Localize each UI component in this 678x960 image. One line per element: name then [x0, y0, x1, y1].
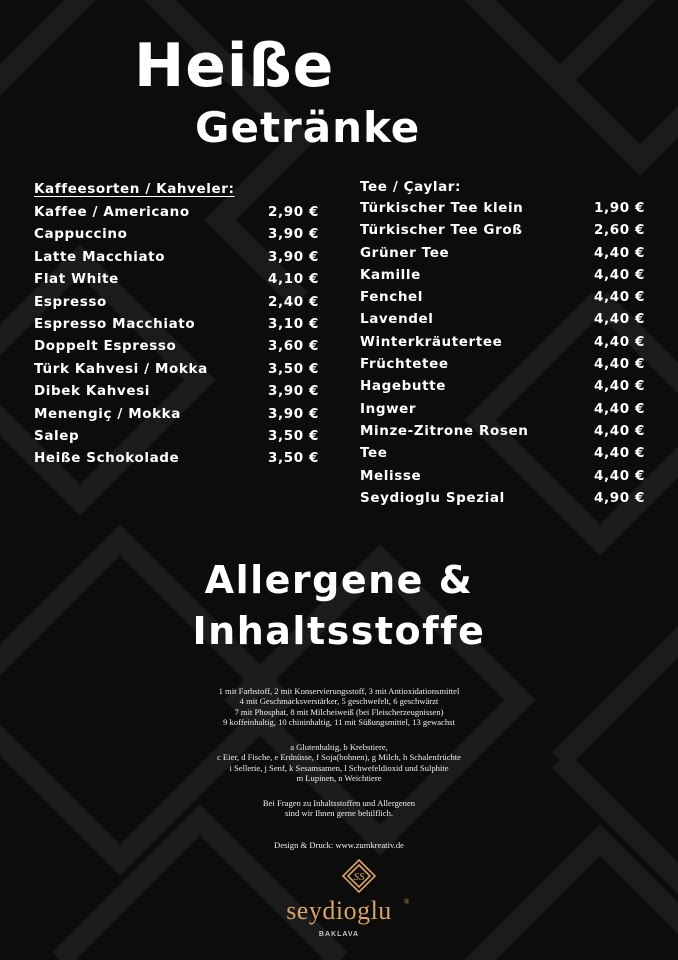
questions-line: Bei Fragen zu Inhaltsstoffen und Allergenen	[262, 798, 416, 808]
allergen-title-line-2: Inhaltsstoffe	[192, 609, 486, 653]
item-name: Fenchel	[360, 289, 424, 306]
item-price: 3,50 €	[267, 450, 319, 467]
menu-item	[34, 358, 320, 380]
item-name: Ingwer	[360, 400, 417, 417]
brand-logo-icon	[341, 858, 377, 894]
item-name: Flat White	[34, 271, 119, 288]
item-price: 4,10 €	[267, 271, 319, 288]
additives-line: 7 mit Phosphat, 8 mit Milcheiweiß (bei Fleischerzeugnissen)	[234, 706, 444, 717]
item-price: 2,60 €	[593, 222, 645, 239]
design-credit	[0, 840, 678, 850]
menu-item	[34, 313, 320, 335]
item-price: 3,90 €	[267, 226, 319, 243]
item-price: 3,90 €	[267, 248, 319, 265]
item-price: 3,90 €	[267, 405, 319, 422]
item-name: Türkischer Tee klein	[360, 200, 524, 216]
item-price: 3,50 €	[267, 427, 319, 444]
allergen-line: c Eier, d Fische, e Erdnüsse, f Soja(bohnen), g Milch, h Schalenfrüchte	[216, 752, 462, 763]
menu-item	[360, 420, 646, 442]
item-price: 4,40 €	[593, 422, 645, 439]
item-name: Lavendel	[360, 311, 434, 328]
menu-item	[34, 425, 320, 447]
item-name: Menengiç / Mokka	[34, 405, 181, 422]
item-price: 2,90 €	[267, 204, 319, 220]
item-name: Seydioglu Spezial	[360, 489, 505, 506]
item-price: 4,40 €	[593, 356, 645, 373]
tea-list	[360, 197, 646, 509]
menu-item	[34, 268, 320, 290]
coffee-list	[34, 201, 320, 470]
item-name: Salep	[34, 427, 80, 444]
item-name: Espresso	[34, 293, 107, 310]
item-name: Türk Kahvesi / Mokka	[34, 360, 208, 377]
menu-item	[34, 447, 320, 469]
menu-item	[360, 286, 646, 308]
item-name: Doppelt Espresso	[34, 338, 177, 355]
page-title-line-1: Heiße	[134, 31, 335, 101]
svg-text:SS: SS	[353, 871, 365, 883]
menu-item	[34, 335, 320, 357]
allergen-title-line-1: Allergene &	[204, 558, 474, 602]
menu-item	[360, 331, 646, 353]
menu-item	[360, 398, 646, 420]
item-name: Türkischer Tee Groß	[360, 222, 523, 239]
brand-name: seydioglu	[286, 896, 392, 925]
item-price: 4,40 €	[593, 467, 645, 484]
menu-item	[34, 380, 320, 402]
item-name: Cappuccino	[34, 226, 128, 243]
item-name: Tee	[360, 445, 388, 462]
item-name: Hagebutte	[360, 378, 446, 395]
page-title-line-2: Getränke	[195, 103, 421, 152]
menu-item	[360, 308, 646, 330]
menu-item	[360, 442, 646, 464]
item-price: 4,40 €	[593, 333, 645, 350]
tea-section	[360, 177, 646, 509]
item-price: 3,50 €	[267, 360, 319, 377]
credit-text: Design & Druck: www.zumkreativ.de	[274, 840, 404, 850]
item-name: Kamille	[360, 266, 421, 283]
item-price: 2,40 €	[267, 293, 319, 310]
coffee-heading: Kaffeesorten / Kahveler:	[34, 181, 235, 197]
item-price: 4,40 €	[593, 289, 645, 306]
menu-item	[360, 375, 646, 397]
coffee-section	[34, 177, 320, 470]
menu-item	[360, 353, 646, 375]
allergen-line: m Lupinen, n Weichtiere	[296, 773, 382, 784]
additives-line: 1 mit Farbstoff, 2 mit Konservierungsstoff, 3 mit Antioxidationsmittel	[218, 686, 460, 696]
item-name: Melisse	[360, 467, 422, 484]
additives-line: 9 koffeinhaltig, 10 chininhaltig, 11 mit Süßungsmittel, 13 gewachst	[223, 717, 455, 728]
brand-subtitle: BAKLAVA	[318, 931, 360, 938]
item-name: Latte Macchiato	[34, 248, 166, 265]
menu-item	[360, 487, 646, 509]
item-price: 4,40 €	[593, 400, 645, 417]
item-name: Grüner Tee	[360, 244, 450, 261]
item-price: 4,90 €	[593, 489, 645, 506]
item-name: Heiße Schokolade	[34, 450, 180, 467]
item-name: Kaffee / Americano	[34, 204, 190, 220]
tea-heading: Tee / Çaylar:	[360, 179, 462, 195]
item-name: Dibek Kahvesi	[34, 383, 150, 400]
item-price: 4,40 €	[593, 311, 645, 328]
additives-line: 4 mit Geschmacksverstärker, 5 geschwefelt, 6 geschwärzt	[239, 696, 439, 707]
item-name: Espresso Macchiato	[34, 315, 196, 332]
allergen-line: i Sellerie, j Senf, k Sesamsamen, l Schwefeldioxid und Sulphite	[229, 762, 449, 773]
menu-item	[360, 465, 646, 487]
registered-mark: ®	[404, 898, 410, 906]
item-name: Minze-Zitrone Rosen	[360, 422, 529, 439]
menu-item	[360, 197, 646, 219]
allergen-line: a Glutenhaltig, b Krebstiere,	[290, 742, 388, 752]
questions-note	[0, 798, 678, 819]
item-price: 4,40 €	[593, 445, 645, 462]
item-price: 1,90 €	[593, 200, 645, 216]
menu-item	[360, 264, 646, 286]
additives-legend	[0, 686, 678, 728]
item-name: Winterkräutertee	[360, 333, 503, 350]
menu-item	[34, 246, 320, 268]
item-name: Früchtetee	[360, 356, 449, 373]
questions-line: sind wir Ihnen gerne behilflich.	[284, 808, 394, 819]
item-price: 4,40 €	[593, 244, 645, 261]
menu-item	[34, 223, 320, 245]
item-price: 4,40 €	[593, 266, 645, 283]
item-price: 3,10 €	[267, 315, 319, 332]
item-price: 4,40 €	[593, 378, 645, 395]
allergen-legend	[0, 742, 678, 784]
item-price: 3,90 €	[267, 383, 319, 400]
item-price: 3,60 €	[267, 338, 319, 355]
menu-item	[360, 242, 646, 264]
menu-item	[34, 201, 320, 223]
menu-item	[34, 403, 320, 425]
menu-item	[360, 219, 646, 241]
menu-item	[34, 291, 320, 313]
